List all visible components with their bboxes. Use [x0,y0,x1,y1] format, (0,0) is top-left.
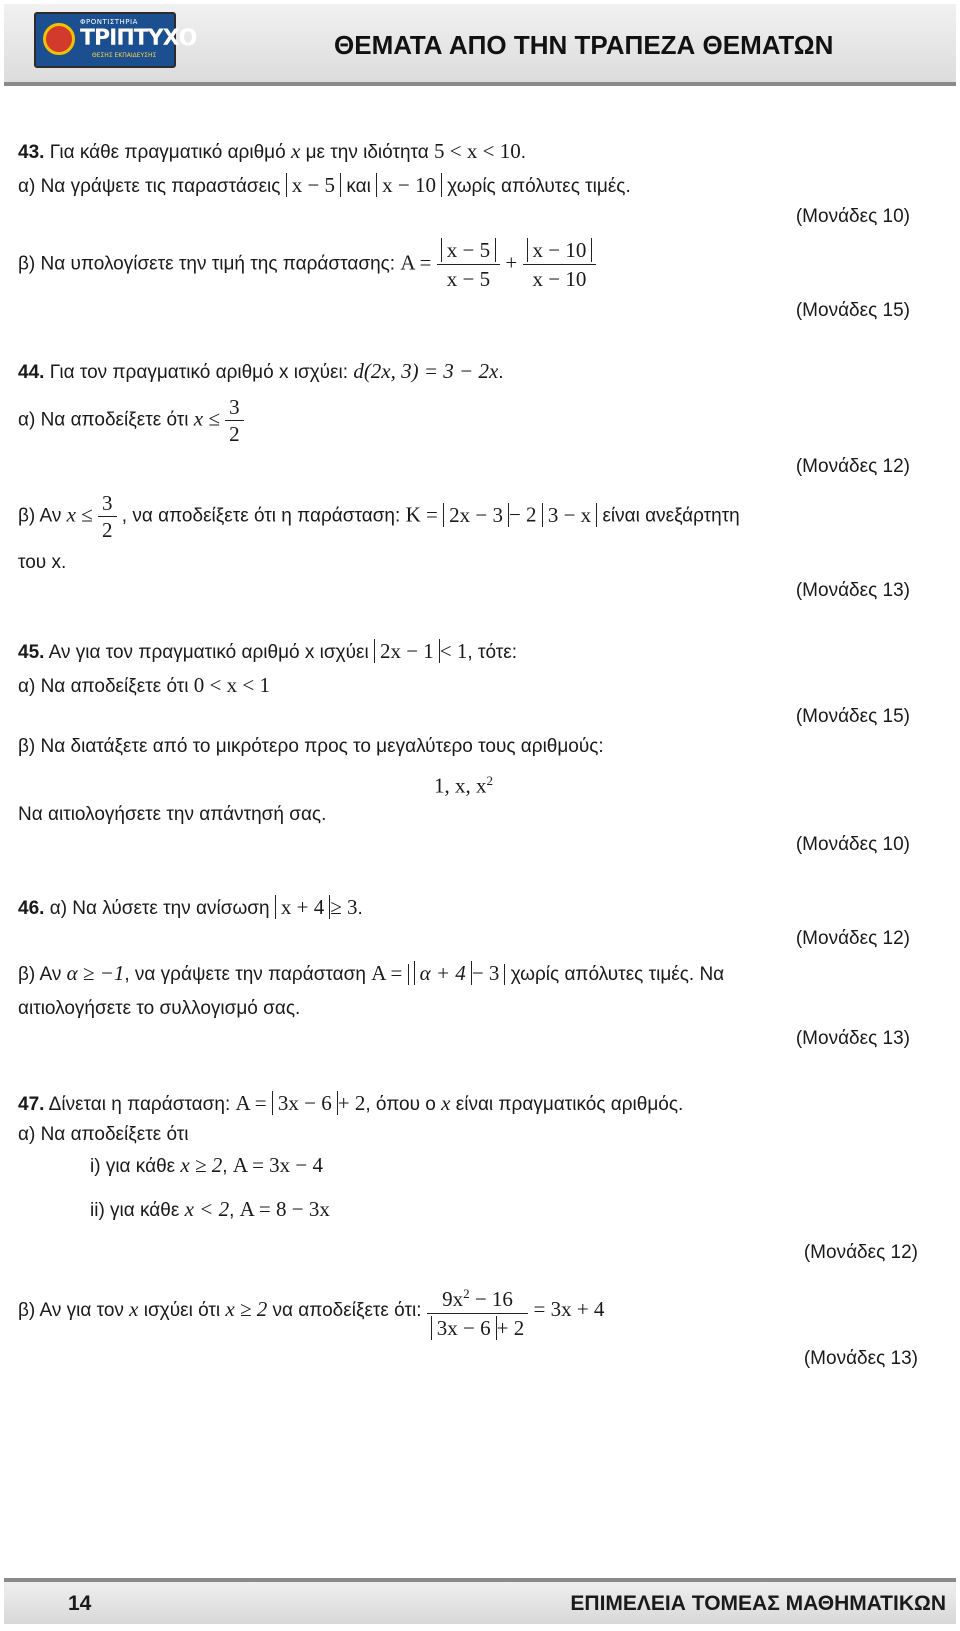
intro-text: Αν για τον πραγματικό αριθμό x ισχύει [48,642,369,663]
fraction-numerator: x − 5 [441,238,496,262]
math-lhs: x ≤ [66,502,93,527]
math-condition: x ≥ 2 [180,1153,223,1177]
part-a-text: α) Να αποδείξετε ότι [18,409,189,431]
math-outer-abs [408,961,506,985]
math-expr: A = 8 − 3x [239,1197,330,1221]
part-a-text: α) Να γράψετε τις παραστάσεις [18,176,281,197]
problem-47-part-b: β) Αν για τον x ισχύει ότι x ≥ 2 να αποδείξετε ότι: $\frac{9x^2 - 16}{3x - 6 + 2}$ = 3x + 4 [18,1280,604,1342]
part-b-text: β) Αν [18,964,62,985]
math-abs-expr: x + 4 [275,895,330,919]
page-number: 14 [68,1592,92,1615]
points-label: (Μονάδες 12) [795,928,910,949]
math-condition: 0 < x < 1 [193,673,270,697]
math-lhs: x ≤ [193,406,220,431]
problem-46-part-b-cont: αιτιολογήσετε το συλλογισμό σας. [18,998,301,1019]
part-b-text-3: χωρίς απόλυτες τιμές. Να [510,964,725,985]
fraction-denominator: x − 5 [446,267,491,291]
subpart-text: ii) για κάθε [90,1200,180,1221]
math-term: − 2 [508,502,537,527]
points-label: (Μονάδες 10) [795,834,910,855]
math-abs-expr: 3 − x [542,503,597,527]
points-label: (Μονάδες 13) [803,1348,918,1369]
points-label: (Μονάδες 13) [795,580,910,601]
fraction-numerator: 3 [98,490,117,517]
math-plus: + [505,250,518,275]
intro-text-2: με την ιδιότητα [305,142,429,163]
intro-text: Για κάθε πραγματικό αριθμό [49,142,286,163]
fraction-numerator: 9x [442,1287,464,1311]
math-lhs: A = [371,961,403,985]
fraction-denominator: 2 [102,518,113,542]
math-condition: α ≥ −1 [66,961,125,985]
math-lhs: A = [400,250,432,275]
problem-44-part-b-cont: του x. [18,552,67,573]
math-fraction [523,236,597,293]
math-fraction [427,1280,528,1342]
math-exponent: 2 [463,1286,470,1301]
math-abs-expr: α + 4 [414,961,472,985]
points-label: (Μονάδες 15) [795,300,910,321]
logo-brand-text: ΤΡΙΠΤΥΧΟ [80,26,197,51]
part-b-text-3: είναι ανεξάρτητη [602,505,740,527]
math-list: 1, x, x [434,773,487,798]
part-a-text: α) Να αποδείξετε ότι [18,676,189,697]
part-a-text: α) Να λύσετε την ανίσωση [49,898,270,919]
math-fraction [437,236,500,293]
problem-46-part-a: 46. α) Να λύσετε την ανίσωση x + 4 ≥ 3. [18,895,363,919]
math-rhs: = 3x + 4 [533,1297,605,1322]
problem-44-part-a [18,394,244,447]
problem-47-part-a-ii: ii) για κάθε x < 2, A = 8 − 3x [90,1197,330,1221]
problem-number: 46. [18,898,45,919]
part-b-text: β) Αν για τον [18,1300,124,1322]
problem-45-list [434,770,493,798]
math-condition: 5 < x < 10 [434,139,521,163]
intro-text: Δίνεται η παράσταση: [48,1094,231,1115]
intro-text-2: , όπου ο [365,1094,436,1115]
math-exponent: 2 [486,773,493,788]
problem-44-intro: 44. Για τον πραγματικό αριθμό x ισχύει: d(2x, 3) = 3 − 2x. [18,359,504,383]
math-abs-expr: x − 10 [376,173,442,197]
math-fraction [225,394,244,447]
footer-text: ΕΠΙΜΕΛΕΙΑ ΤΟΜΕΑΣ ΜΑΘΗΜΑΤΙΚΩΝ [570,1592,946,1615]
problem-43-part-a [18,174,631,198]
math-condition: x ≥ 2 [225,1297,268,1322]
math-fraction [98,490,117,543]
problem-43-intro: 43. Για κάθε πραγματικό αριθμό x με την ιδιότητα 5 < x < 10. [18,139,526,163]
points-label: (Μονάδες 12) [803,1242,918,1263]
fraction-denominator: x − 10 [532,267,587,291]
problem-45-intro [18,640,517,664]
part-b-text-2: , να αποδείξετε ότι η παράσταση: [121,505,401,527]
math-abs-expr: x − 5 [286,173,341,197]
part-b-text-3: να αποδείξετε ότι: [272,1300,422,1322]
publisher-logo [34,12,197,68]
intro-text-3: είναι πραγματικός αριθμός. [455,1094,684,1115]
fraction-numerator: 3 [225,394,244,421]
part-a-text-2: χωρίς απόλυτες τιμές. [447,176,631,197]
fraction-numerator-rest: − 16 [469,1287,513,1311]
math-var: x [290,139,301,163]
fraction-numerator: x − 10 [527,238,593,262]
problem-43-part-b [18,236,596,293]
page-footer [4,1578,956,1624]
math-abs-expr: 3x − 6 [431,1316,497,1340]
logo-sub-text: ΘΕΣΗΣ ΕΚΠΑΙΔΕΥΣΗΣ [92,52,157,59]
part-b-text: β) Να υπολογίσετε την τιμή της παράστασης: [18,253,396,275]
logo-emblem-icon [43,23,75,55]
math-var: x [441,1091,451,1115]
problem-44-part-b [18,490,910,543]
part-b-text-2: ισχύει ότι [143,1300,221,1322]
math-term: + 2 [496,1316,525,1340]
points-label: (Μονάδες 12) [795,456,910,477]
problem-number: 43. [18,142,45,163]
intro-text-2: , τότε: [467,642,518,663]
part-b-text: β) Αν [18,505,62,527]
subpart-text: i) για κάθε [90,1156,176,1177]
fraction-denominator: 2 [229,422,240,446]
problem-47-intro [18,1092,683,1116]
part-b-text-2: , να γράψετε την παράσταση [124,964,366,985]
problem-47-part-a: α) Να αποδείξετε ότι [18,1124,189,1145]
math-term: + 2 [337,1091,366,1115]
math-abs-expr: 3x − 6 [272,1091,338,1115]
math-condition: x < 2 [184,1197,230,1221]
math-formula: d(2x, 3) = 3 − 2x [353,359,499,383]
points-label: (Μονάδες 13) [795,1028,910,1049]
problem-number: 44. [18,362,45,383]
math-lhs: A = [235,1091,267,1115]
problem-number: 45. [18,642,45,663]
problem-45-part-b: β) Να διατάξετε από το μικρότερο προς το μεγαλύτερο τους αριθμούς: [18,736,604,757]
math-term: < 1 [439,639,468,663]
problem-number: 47. [18,1094,45,1115]
problem-46-part-b [18,962,724,986]
math-expr: A = 3x − 4 [232,1153,324,1177]
points-label: (Μονάδες 10) [795,206,910,227]
intro-text: Για τον πραγματικό αριθμό x ισχύει: [49,362,349,383]
header-title: ΘΕΜΑΤΑ ΑΠΟ ΤΗΝ ΤΡΑΠΕΖΑ ΘΕΜΑΤΩΝ [334,30,834,60]
problem-45-part-b-cont: Να αιτιολογήσετε την απάντησή σας. [18,804,327,825]
math-term: − 3 [471,961,500,985]
problem-47-part-a-i: i) για κάθε x ≥ 2, A = 3x − 4 [90,1153,324,1177]
math-lhs: K = [405,502,438,527]
conjunction: και [346,176,371,197]
math-abs-expr: 2x − 1 [374,639,440,663]
logo-top-text: ΦΡΟΝΤΙΣΤΗΡΙΑ [80,18,138,26]
math-abs-expr: 2x − 3 [443,503,509,527]
points-label: (Μονάδες 15) [795,706,910,727]
math-term: ≥ 3 [330,895,358,919]
page-header [4,4,956,86]
problem-45-part-a [18,674,270,698]
